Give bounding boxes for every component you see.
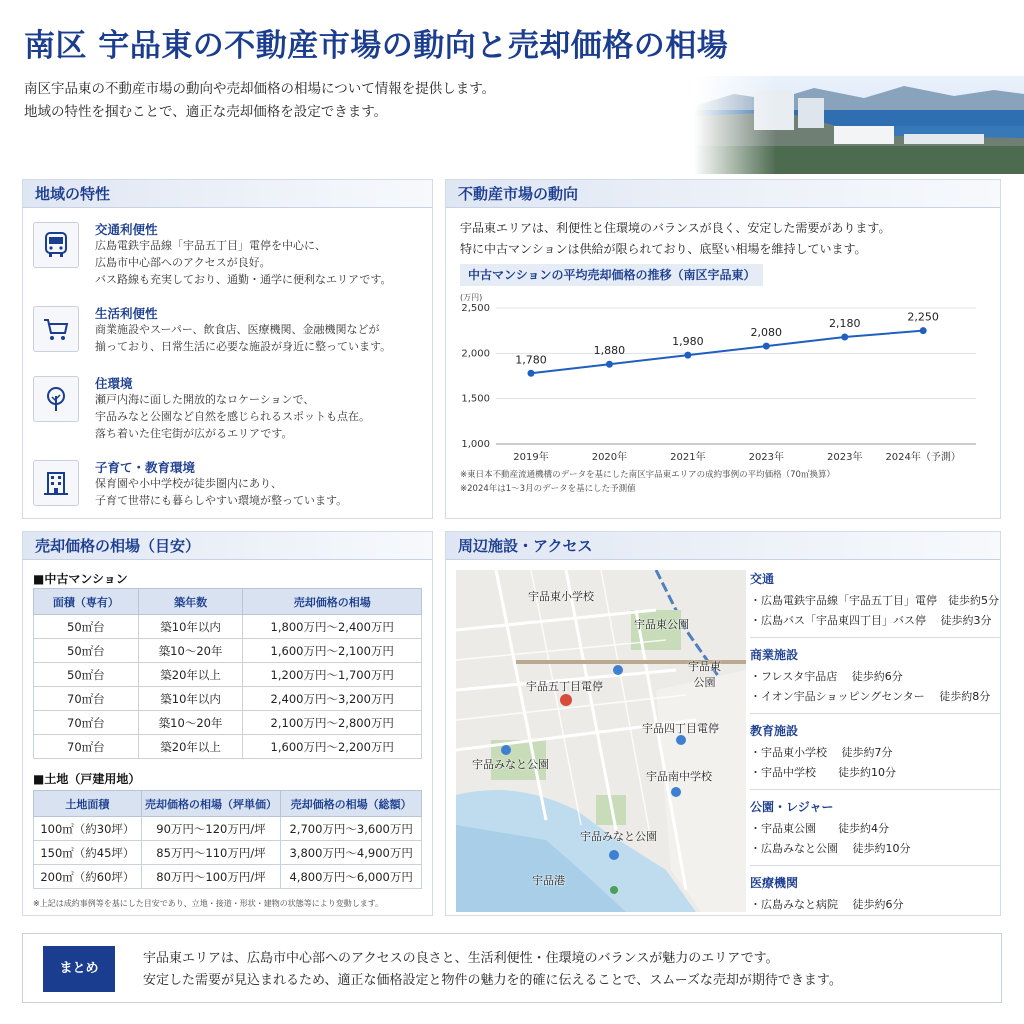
map-label: 宇品四丁目電停 (642, 722, 719, 735)
market-heading: 不動産市場の動向 (446, 180, 1000, 208)
divider (750, 713, 1000, 714)
facility-item: ・広島みなと公園 徒歩約10分 (750, 842, 911, 855)
facility-group-commercial (750, 646, 1000, 707)
hero-banner (0, 0, 1024, 175)
table-row (34, 817, 422, 841)
divider (750, 637, 1000, 638)
table-cell: 1,800万円〜2,400万円 (243, 615, 422, 639)
divider (750, 865, 1000, 866)
table-cell: 90万円〜120万円/坪 (141, 817, 281, 841)
summary-text (143, 948, 842, 992)
area-map[interactable] (456, 570, 746, 912)
table-cell: 築10〜20年 (138, 639, 243, 663)
table-cell: 2,100万円〜2,800万円 (243, 711, 422, 735)
data-label: 1,880 (593, 344, 626, 358)
prices-card (22, 531, 433, 916)
facility-group-parks (750, 798, 1000, 859)
chart-title: 中古マンションの平均売却価格の推移（南区宇品東） (460, 264, 763, 286)
data-point (606, 361, 613, 368)
table-row (34, 865, 422, 889)
facility-item: ・イオン宇品ショッピングセンター 徒歩約8分 (750, 690, 991, 703)
school-building-icon (33, 460, 79, 506)
prices-note: ※上記は成約事例等を基にした目安であり、立地・接道・形状・建物の状態等により変動します。 (33, 899, 384, 908)
map-label: 宇品みなと公園 (580, 830, 657, 843)
data-label: 2,180 (828, 317, 861, 331)
facility-group-transport (750, 570, 1000, 631)
feature-text (95, 237, 391, 288)
table-cell: 50㎡台 (34, 639, 139, 663)
x-tick-label: 2021年 (670, 452, 706, 463)
table-header-cell: 売却価格の相場（坪単価） (141, 791, 281, 817)
x-tick-label: 2023年 (827, 452, 863, 463)
intro-line: 南区宇品東の不動産市場の動向や売却価格の相場について情報を提供します。 (24, 81, 496, 97)
map-label: 宇品みなと公園 (472, 758, 549, 771)
data-point (763, 343, 770, 350)
table-row (34, 615, 422, 639)
table-header-cell: 築年数 (138, 589, 243, 615)
map-label: 宇品南中学校 (646, 770, 712, 783)
facility-item: ・広島電鉄宇品線「宇品五丁目」電停 徒歩約5分 (750, 594, 999, 607)
summary-line: 宇品東エリアは、広島市中心部へのアクセスの良さと、生活利便性・住環境のバランスが魅力のエリアです。 (143, 951, 779, 966)
table-row (34, 663, 422, 687)
facility-group-medical (750, 874, 1000, 915)
table-cell: 70㎡台 (34, 735, 139, 759)
y-tick-label: 1,500 (461, 393, 490, 405)
table-cell: 築10年以内 (138, 687, 243, 711)
facility-item: ・フレスタ宇品店 徒歩約6分 (750, 670, 903, 683)
feature-line: 落ち着いた住宅街が広がるエリアです。 (95, 427, 293, 440)
table-row (34, 687, 422, 711)
feature-line: 広島電鉄宇品線「宇品五丁目」電停を中心に、 (95, 239, 326, 252)
table-cell: 1,600万円〜2,200万円 (243, 735, 422, 759)
table-cell: 築20年以上 (138, 735, 243, 759)
data-point (920, 327, 927, 334)
shopping-cart-icon (33, 306, 79, 352)
facility-item: ・広島バス「宇品東四丁目」バス停 徒歩約3分 (750, 614, 992, 627)
feature-line: 保育園や小中学校が徒歩圏内にあり、 (95, 477, 282, 490)
map-label: 宇品東小学校 (528, 590, 594, 603)
feature-text (95, 391, 370, 442)
data-label: 1,980 (672, 335, 704, 349)
table-cell: 3,800万円〜4,900万円 (281, 841, 422, 865)
table-cell: 1,600万円〜2,100万円 (243, 639, 422, 663)
x-tick-label: 2020年 (591, 452, 628, 463)
feature-line: 揃っており、日常生活に必要な施設が身近に整っています。 (95, 340, 392, 353)
x-tick-label: 2019年 (513, 452, 549, 463)
table-cell: 50㎡台 (34, 663, 139, 687)
data-label: 2,080 (750, 326, 783, 340)
feature-line: 宇品みなと公園など自然を感じられるスポットも点在。 (95, 410, 370, 423)
facility-list (750, 570, 1000, 915)
features-heading: 地域の特性 (23, 180, 432, 208)
data-point (684, 352, 691, 359)
table-cell: 1,200万円〜1,700万円 (243, 663, 422, 687)
table-row (34, 711, 422, 735)
price-trend-chart (446, 286, 1000, 466)
facilities-heading: 周辺施設・アクセス (446, 532, 1000, 560)
data-label: 2,250 (907, 310, 939, 324)
feature-text (95, 475, 347, 509)
market-line: 特に中古マンションは供給が限られており、底堅い相場を維持しています。 (460, 242, 867, 256)
feature-line: 商業施設やスーパー、飲食店、医療機関、金融機関などが (95, 323, 380, 336)
features-card (22, 179, 433, 519)
table-cell: 150㎡（約45坪） (34, 841, 142, 865)
bus-icon (33, 222, 79, 268)
table-row (34, 639, 422, 663)
land-price-table (33, 790, 422, 889)
table-cell: 50㎡台 (34, 615, 139, 639)
feature-line: 子育て世帯にも暮らしやすい環境が整っています。 (95, 494, 348, 507)
facility-item: ・宇品中学校 徒歩約10分 (750, 766, 896, 779)
market-text (460, 218, 890, 260)
feature-line: 広島市中心部へのアクセスが良好。 (95, 256, 271, 269)
land-heading: ■土地（戸建用地） (33, 772, 141, 786)
map-label: 宇品東公園 (634, 618, 689, 631)
y-tick-label: 1,000 (461, 439, 490, 450)
facility-item: ・宇品東小学校 徒歩約7分 (750, 746, 893, 759)
map-label: 宇品東 公園 (688, 660, 721, 689)
data-point (528, 370, 535, 377)
y-tick-label: 2,500 (461, 303, 490, 314)
mansion-price-table (33, 588, 422, 759)
table-cell: 築10年以内 (138, 615, 243, 639)
facility-item: ・宇品東公園 徒歩約4分 (750, 822, 889, 835)
table-header-cell: 売却価格の相場 (243, 589, 422, 615)
facility-group-title: 交通 (750, 572, 775, 586)
table-row (34, 735, 422, 759)
feature-title: 子育て・教育環境 (95, 460, 196, 475)
feature-line: バス路線も充実しており、通勤・通学に便利なエリアです。 (95, 273, 392, 286)
map-label: 宇品港 (532, 874, 565, 887)
table-cell: 70㎡台 (34, 711, 139, 735)
tree-icon (33, 376, 79, 422)
harbor-photo (694, 76, 1024, 174)
table-cell: 2,400万円〜3,200万円 (243, 687, 422, 711)
y-axis-unit: (万円) (460, 293, 483, 302)
table-cell: 築20年以上 (138, 663, 243, 687)
facility-group-title: 教育施設 (750, 724, 799, 738)
table-cell: 2,700万円〜3,600万円 (281, 817, 422, 841)
feature-title: 交通利便性 (95, 222, 158, 237)
facility-group-education (750, 722, 1000, 783)
facilities-card (445, 531, 1001, 916)
prices-heading: 売却価格の相場（目安） (23, 532, 432, 560)
map-label: 宇品五丁目電停 (526, 680, 603, 693)
chart-notes (460, 468, 835, 496)
mansion-heading: ■中古マンション (33, 572, 128, 586)
summary-line: 安定した需要が見込まれるため、適正な価格設定と物件の魅力を的確に伝えることで、スムーズな売却が期待できます。 (143, 973, 842, 988)
feature-line: 瀬戸内海に面した開放的なロケーションで、 (95, 393, 315, 406)
data-label: 1,780 (515, 353, 547, 367)
divider (750, 789, 1000, 790)
table-cell: 100㎡（約30坪） (34, 817, 142, 841)
market-line: 宇品東エリアは、利便性と住環境のバランスが良く、安定した需要があります。 (460, 221, 891, 235)
chart-note: ※2024年は1〜3月のデータを基にした予測値 (460, 484, 636, 494)
facility-group-title: 公園・レジャー (750, 800, 834, 814)
table-cell: 築10〜20年 (138, 711, 243, 735)
feature-title: 生活利便性 (95, 306, 158, 321)
feature-text (95, 321, 391, 355)
market-card (445, 179, 1001, 519)
table-row (34, 841, 422, 865)
page-title: 南区 宇品東の不動産市場の動向と売却価格の相場 (24, 28, 729, 64)
intro-text (24, 78, 495, 124)
x-tick-label: 2023年 (748, 452, 785, 463)
chart-note: ※東日本不動産流通機構のデータを基にした南区宇品東エリアの成約事例の平均価格（70㎡換算） (460, 470, 835, 480)
table-header-cell: 土地面積 (34, 791, 142, 817)
table-cell: 80万円〜100万円/坪 (141, 865, 281, 889)
series-line (531, 331, 923, 374)
intro-line: 地域の特性を掴むことで、適正な売却価格を設定できます。 (24, 104, 388, 120)
table-header-cell: 売却価格の相場（総額） (281, 791, 422, 817)
facility-group-title: 商業施設 (750, 648, 799, 662)
feature-title: 住環境 (95, 376, 133, 391)
x-tick-label: 2024年（予測） (885, 452, 961, 463)
data-point (841, 334, 848, 341)
facility-item: ・広島みなと病院 徒歩約6分 (750, 898, 904, 911)
summary-badge: まとめ (43, 946, 115, 992)
table-cell: 70㎡台 (34, 687, 139, 711)
table-cell: 200㎡（約60坪） (34, 865, 142, 889)
facility-group-title: 医療機関 (750, 876, 799, 890)
y-tick-label: 2,000 (461, 348, 490, 360)
table-header-cell: 面積（専有） (34, 589, 139, 615)
table-cell: 85万円〜110万円/坪 (141, 841, 281, 865)
summary-box (22, 933, 1002, 1003)
table-cell: 4,800万円〜6,000万円 (281, 865, 422, 889)
